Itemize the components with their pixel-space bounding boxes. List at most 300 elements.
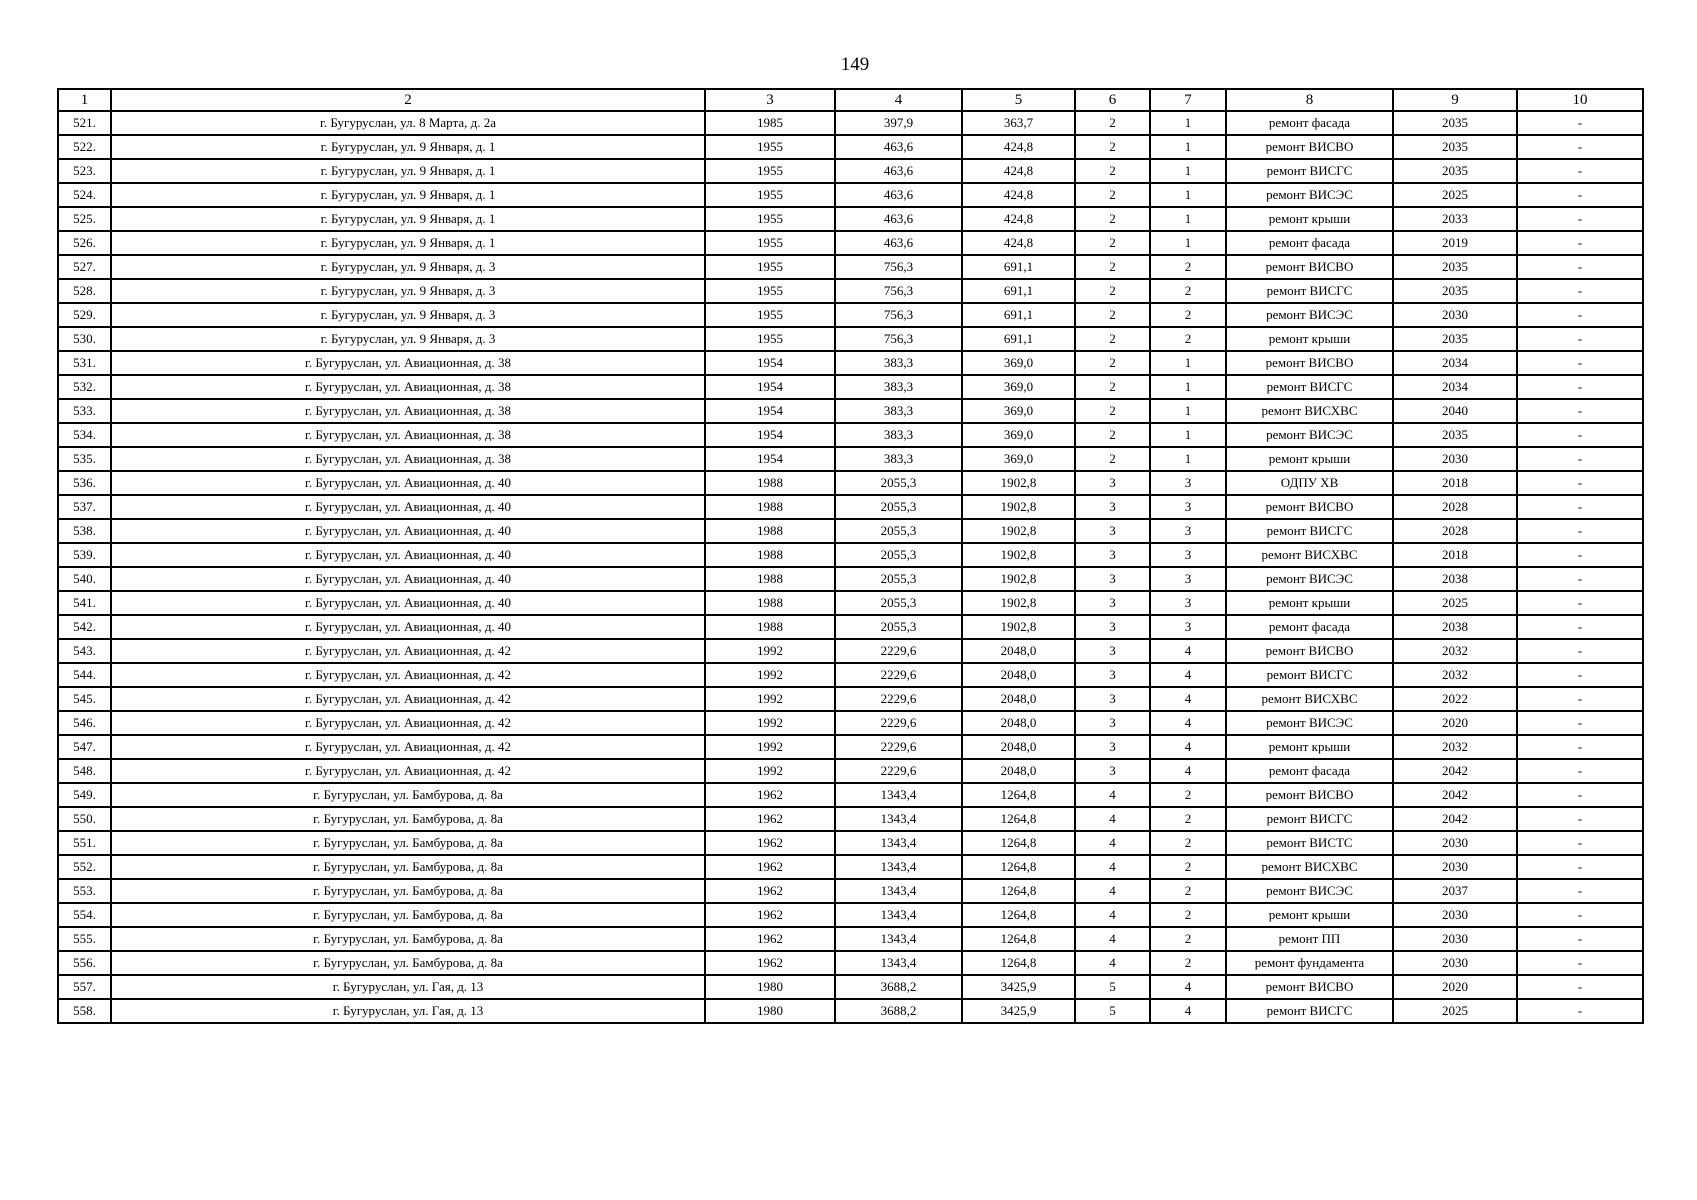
cell-entrances: 4 [1150,999,1226,1023]
table-row [58,519,1643,543]
cell-area-living: 1902,8 [962,591,1075,615]
cell-address: г. Бугуруслан, ул. Гая, д. 13 [111,975,705,999]
cell-address: г. Бугуруслан, ул. Авиационная, д. 40 [111,543,705,567]
cell-num: 550. [58,807,111,831]
cell-area-total: 2055,3 [835,591,962,615]
cell-year: 1992 [705,663,835,687]
cell-entrances: 3 [1150,543,1226,567]
cell-entrances: 4 [1150,711,1226,735]
cell-work-type: ремонт ВИСХВС [1226,855,1393,879]
cell-work-type: ремонт фундамента [1226,951,1393,975]
cell-num: 551. [58,831,111,855]
cell-address: г. Бугуруслан, ул. 9 Января, д. 3 [111,327,705,351]
cell-address: г. Бугуруслан, ул. Бамбурова, д. 8а [111,927,705,951]
cell-address: г. Бугуруслан, ул. 9 Января, д. 1 [111,207,705,231]
table-row [58,831,1643,855]
cell-address: г. Бугуруслан, ул. Бамбурова, д. 8а [111,831,705,855]
cell-area-living: 1902,8 [962,495,1075,519]
cell-planned-year: 2020 [1393,975,1517,999]
cell-note: - [1517,519,1643,543]
cell-floors: 5 [1075,975,1150,999]
cell-floors: 4 [1075,831,1150,855]
table-header [58,89,1643,111]
cell-floors: 3 [1075,591,1150,615]
cell-year: 1962 [705,951,835,975]
cell-area-living: 2048,0 [962,711,1075,735]
cell-note: - [1517,183,1643,207]
table-row [58,567,1643,591]
cell-entrances: 4 [1150,975,1226,999]
cell-floors: 3 [1075,687,1150,711]
cell-floors: 2 [1075,447,1150,471]
cell-entrances: 3 [1150,471,1226,495]
cell-planned-year: 2030 [1393,855,1517,879]
cell-area-living: 3425,9 [962,975,1075,999]
cell-work-type: ремонт ВИСГС [1226,279,1393,303]
column-header-planned-year: 9 [1393,89,1517,111]
cell-address: г. Бугуруслан, ул. Авиационная, д. 42 [111,735,705,759]
cell-entrances: 2 [1150,927,1226,951]
cell-address: г. Бугуруслан, ул. Гая, д. 13 [111,999,705,1023]
cell-note: - [1517,207,1643,231]
cell-entrances: 4 [1150,759,1226,783]
cell-work-type: ремонт ВИСХВС [1226,687,1393,711]
cell-address: г. Бугуруслан, ул. Авиационная, д. 40 [111,471,705,495]
cell-num: 525. [58,207,111,231]
cell-entrances: 2 [1150,327,1226,351]
cell-planned-year: 2035 [1393,423,1517,447]
cell-num: 540. [58,567,111,591]
cell-floors: 2 [1075,351,1150,375]
cell-area-living: 1902,8 [962,519,1075,543]
cell-planned-year: 2030 [1393,927,1517,951]
cell-area-total: 1343,4 [835,951,962,975]
cell-note: - [1517,279,1643,303]
cell-entrances: 1 [1150,183,1226,207]
column-header-year: 3 [705,89,835,111]
column-header-entrances: 7 [1150,89,1226,111]
cell-note: - [1517,615,1643,639]
cell-area-total: 1343,4 [835,927,962,951]
cell-note: - [1517,807,1643,831]
cell-planned-year: 2025 [1393,183,1517,207]
cell-floors: 2 [1075,207,1150,231]
cell-floors: 3 [1075,519,1150,543]
table-row [58,159,1643,183]
cell-area-total: 397,9 [835,111,962,135]
table-row [58,255,1643,279]
cell-note: - [1517,351,1643,375]
cell-work-type: ремонт ВИСВО [1226,639,1393,663]
cell-entrances: 2 [1150,783,1226,807]
cell-num: 543. [58,639,111,663]
cell-note: - [1517,543,1643,567]
cell-note: - [1517,303,1643,327]
cell-note: - [1517,951,1643,975]
cell-work-type: ремонт ВИСГС [1226,999,1393,1023]
cell-work-type: ремонт ВИСГС [1226,663,1393,687]
cell-work-type: ремонт ВИСВО [1226,783,1393,807]
cell-area-total: 2055,3 [835,567,962,591]
cell-entrances: 1 [1150,351,1226,375]
table-row [58,759,1643,783]
cell-planned-year: 2035 [1393,327,1517,351]
cell-floors: 2 [1075,303,1150,327]
cell-work-type: ремонт ВИСЭС [1226,567,1393,591]
cell-num: 533. [58,399,111,423]
cell-year: 1962 [705,879,835,903]
cell-floors: 5 [1075,999,1150,1023]
cell-planned-year: 2035 [1393,279,1517,303]
cell-area-total: 2055,3 [835,495,962,519]
cell-note: - [1517,903,1643,927]
cell-floors: 3 [1075,711,1150,735]
cell-planned-year: 2019 [1393,231,1517,255]
cell-address: г. Бугуруслан, ул. Бамбурова, д. 8а [111,903,705,927]
table-row [58,855,1643,879]
cell-num: 530. [58,327,111,351]
cell-work-type: ремонт фасада [1226,759,1393,783]
cell-num: 524. [58,183,111,207]
cell-area-living: 1902,8 [962,471,1075,495]
cell-area-living: 691,1 [962,327,1075,351]
cell-area-living: 363,7 [962,111,1075,135]
cell-floors: 2 [1075,327,1150,351]
cell-area-living: 369,0 [962,423,1075,447]
table-row [58,639,1643,663]
cell-address: г. Бугуруслан, ул. 9 Января, д. 3 [111,303,705,327]
cell-area-total: 463,6 [835,135,962,159]
table-row [58,111,1643,135]
cell-planned-year: 2030 [1393,951,1517,975]
cell-floors: 2 [1075,255,1150,279]
cell-area-living: 424,8 [962,207,1075,231]
cell-floors: 2 [1075,279,1150,303]
cell-planned-year: 2018 [1393,543,1517,567]
table-row [58,447,1643,471]
cell-num: 531. [58,351,111,375]
cell-entrances: 3 [1150,495,1226,519]
cell-num: 552. [58,855,111,879]
cell-area-total: 756,3 [835,279,962,303]
cell-work-type: ремонт крыши [1226,327,1393,351]
cell-num: 521. [58,111,111,135]
table-row [58,951,1643,975]
cell-area-total: 756,3 [835,327,962,351]
cell-note: - [1517,855,1643,879]
table-row [58,783,1643,807]
cell-planned-year: 2020 [1393,711,1517,735]
header-row [58,89,1643,111]
cell-planned-year: 2018 [1393,471,1517,495]
cell-address: г. Бугуруслан, ул. 9 Января, д. 1 [111,135,705,159]
cell-area-living: 369,0 [962,447,1075,471]
table-row [58,543,1643,567]
cell-planned-year: 2035 [1393,135,1517,159]
table-row [58,879,1643,903]
cell-note: - [1517,423,1643,447]
cell-address: г. Бугуруслан, ул. Бамбурова, д. 8а [111,855,705,879]
cell-planned-year: 2035 [1393,111,1517,135]
cell-work-type: ремонт ВИСХВС [1226,399,1393,423]
table-row [58,927,1643,951]
cell-planned-year: 2042 [1393,807,1517,831]
cell-address: г. Бугуруслан, ул. Бамбурова, д. 8а [111,783,705,807]
cell-planned-year: 2028 [1393,495,1517,519]
cell-planned-year: 2038 [1393,567,1517,591]
cell-entrances: 1 [1150,375,1226,399]
cell-year: 1992 [705,735,835,759]
cell-note: - [1517,711,1643,735]
cell-note: - [1517,495,1643,519]
cell-num: 545. [58,687,111,711]
cell-planned-year: 2035 [1393,255,1517,279]
table-row [58,807,1643,831]
cell-address: г. Бугуруслан, ул. Авиационная, д. 38 [111,375,705,399]
cell-num: 529. [58,303,111,327]
cell-num: 547. [58,735,111,759]
cell-note: - [1517,231,1643,255]
cell-address: г. Бугуруслан, ул. Авиационная, д. 38 [111,423,705,447]
cell-area-total: 2229,6 [835,759,962,783]
cell-area-living: 691,1 [962,303,1075,327]
cell-num: 558. [58,999,111,1023]
cell-num: 532. [58,375,111,399]
cell-year: 1954 [705,423,835,447]
cell-note: - [1517,111,1643,135]
cell-planned-year: 2022 [1393,687,1517,711]
cell-area-living: 1264,8 [962,831,1075,855]
cell-entrances: 1 [1150,231,1226,255]
cell-num: 539. [58,543,111,567]
table-row [58,375,1643,399]
cell-floors: 3 [1075,735,1150,759]
cell-planned-year: 2038 [1393,615,1517,639]
cell-entrances: 1 [1150,159,1226,183]
cell-num: 522. [58,135,111,159]
cell-note: - [1517,879,1643,903]
table-row [58,279,1643,303]
cell-entrances: 1 [1150,399,1226,423]
cell-floors: 2 [1075,399,1150,423]
cell-address: г. Бугуруслан, ул. 9 Января, д. 1 [111,231,705,255]
cell-address: г. Бугуруслан, ул. Авиационная, д. 42 [111,663,705,687]
cell-area-living: 424,8 [962,183,1075,207]
cell-year: 1954 [705,399,835,423]
cell-note: - [1517,783,1643,807]
cell-area-living: 2048,0 [962,663,1075,687]
column-header-work-type: 8 [1226,89,1393,111]
cell-floors: 4 [1075,903,1150,927]
cell-address: г. Бугуруслан, ул. Бамбурова, д. 8а [111,807,705,831]
cell-year: 1955 [705,159,835,183]
cell-address: г. Бугуруслан, ул. Авиационная, д. 42 [111,639,705,663]
cell-area-total: 2229,6 [835,687,962,711]
cell-num: 538. [58,519,111,543]
cell-num: 554. [58,903,111,927]
cell-num: 548. [58,759,111,783]
cell-floors: 4 [1075,951,1150,975]
cell-work-type: ремонт ВИСВО [1226,135,1393,159]
cell-floors: 2 [1075,159,1150,183]
cell-planned-year: 2034 [1393,351,1517,375]
cell-year: 1962 [705,831,835,855]
cell-num: 544. [58,663,111,687]
cell-address: г. Бугуруслан, ул. Авиационная, д. 38 [111,351,705,375]
cell-planned-year: 2037 [1393,879,1517,903]
cell-area-living: 369,0 [962,351,1075,375]
cell-work-type: ремонт ВИСВО [1226,351,1393,375]
table-row [58,735,1643,759]
cell-planned-year: 2032 [1393,735,1517,759]
cell-year: 1988 [705,543,835,567]
cell-area-total: 383,3 [835,423,962,447]
cell-area-living: 691,1 [962,279,1075,303]
cell-num: 546. [58,711,111,735]
cell-planned-year: 2032 [1393,639,1517,663]
cell-area-living: 2048,0 [962,735,1075,759]
cell-note: - [1517,471,1643,495]
cell-area-total: 756,3 [835,303,962,327]
cell-planned-year: 2030 [1393,303,1517,327]
cell-work-type: ремонт ВИСВО [1226,495,1393,519]
cell-floors: 4 [1075,879,1150,903]
cell-area-total: 383,3 [835,447,962,471]
cell-floors: 4 [1075,783,1150,807]
cell-floors: 2 [1075,183,1150,207]
cell-work-type: ремонт крыши [1226,447,1393,471]
table-row [58,207,1643,231]
cell-area-living: 424,8 [962,231,1075,255]
cell-year: 1954 [705,351,835,375]
cell-num: 536. [58,471,111,495]
cell-address: г. Бугуруслан, ул. Авиационная, д. 42 [111,711,705,735]
cell-num: 549. [58,783,111,807]
cell-planned-year: 2032 [1393,663,1517,687]
cell-planned-year: 2040 [1393,399,1517,423]
cell-num: 534. [58,423,111,447]
cell-work-type: ремонт ВИСЭС [1226,303,1393,327]
cell-entrances: 2 [1150,903,1226,927]
cell-address: г. Бугуруслан, ул. 8 Марта, д. 2а [111,111,705,135]
cell-address: г. Бугуруслан, ул. Авиационная, д. 42 [111,687,705,711]
cell-work-type: ремонт ВИСЭС [1226,711,1393,735]
cell-address: г. Бугуруслан, ул. Авиационная, д. 38 [111,447,705,471]
cell-note: - [1517,759,1643,783]
cell-year: 1962 [705,903,835,927]
cell-year: 1962 [705,927,835,951]
cell-area-living: 1264,8 [962,807,1075,831]
cell-planned-year: 2028 [1393,519,1517,543]
cell-floors: 2 [1075,111,1150,135]
cell-area-total: 2055,3 [835,615,962,639]
cell-area-total: 463,6 [835,183,962,207]
cell-floors: 3 [1075,495,1150,519]
cell-work-type: ремонт ВИСТС [1226,831,1393,855]
cell-note: - [1517,255,1643,279]
cell-address: г. Бугуруслан, ул. Авиационная, д. 40 [111,615,705,639]
cell-area-living: 1264,8 [962,903,1075,927]
cell-floors: 4 [1075,855,1150,879]
cell-address: г. Бугуруслан, ул. 9 Января, д. 3 [111,255,705,279]
cell-area-total: 2229,6 [835,711,962,735]
cell-entrances: 4 [1150,687,1226,711]
table-row [58,351,1643,375]
cell-area-total: 383,3 [835,399,962,423]
cell-area-living: 1264,8 [962,855,1075,879]
cell-year: 1985 [705,111,835,135]
cell-work-type: ремонт ВИСВО [1226,975,1393,999]
repair-schedule-table [57,88,1644,1024]
cell-work-type: ремонт ВИСГС [1226,159,1393,183]
cell-note: - [1517,447,1643,471]
cell-planned-year: 2030 [1393,903,1517,927]
cell-entrances: 2 [1150,807,1226,831]
cell-year: 1962 [705,855,835,879]
cell-year: 1962 [705,783,835,807]
cell-work-type: ремонт ВИСЭС [1226,879,1393,903]
table-row [58,591,1643,615]
cell-year: 1988 [705,591,835,615]
cell-address: г. Бугуруслан, ул. 9 Января, д. 1 [111,183,705,207]
table-row [58,687,1643,711]
cell-year: 1955 [705,207,835,231]
cell-area-living: 1264,8 [962,951,1075,975]
cell-year: 1992 [705,759,835,783]
cell-year: 1988 [705,615,835,639]
cell-work-type: ремонт ВИСХВС [1226,543,1393,567]
cell-year: 1955 [705,279,835,303]
cell-area-living: 1264,8 [962,783,1075,807]
cell-area-total: 3688,2 [835,975,962,999]
cell-num: 553. [58,879,111,903]
cell-floors: 2 [1075,375,1150,399]
cell-planned-year: 2030 [1393,447,1517,471]
table-row [58,711,1643,735]
cell-planned-year: 2042 [1393,783,1517,807]
column-header-area-total: 4 [835,89,962,111]
cell-num: 526. [58,231,111,255]
cell-note: - [1517,159,1643,183]
cell-year: 1988 [705,495,835,519]
cell-address: г. Бугуруслан, ул. Авиационная, д. 40 [111,567,705,591]
cell-planned-year: 2025 [1393,999,1517,1023]
cell-floors: 4 [1075,807,1150,831]
cell-year: 1962 [705,807,835,831]
table-row [58,615,1643,639]
cell-area-total: 383,3 [835,351,962,375]
cell-entrances: 4 [1150,663,1226,687]
cell-year: 1988 [705,519,835,543]
table-row [58,135,1643,159]
cell-note: - [1517,591,1643,615]
cell-area-total: 1343,4 [835,783,962,807]
cell-year: 1988 [705,471,835,495]
cell-area-total: 1343,4 [835,879,962,903]
cell-area-total: 2229,6 [835,735,962,759]
cell-note: - [1517,999,1643,1023]
cell-planned-year: 2042 [1393,759,1517,783]
column-header-note: 10 [1517,89,1643,111]
cell-floors: 2 [1075,423,1150,447]
cell-num: 528. [58,279,111,303]
cell-num: 555. [58,927,111,951]
cell-floors: 4 [1075,927,1150,951]
cell-area-living: 1902,8 [962,615,1075,639]
cell-entrances: 1 [1150,135,1226,159]
cell-work-type: ремонт ПП [1226,927,1393,951]
cell-floors: 3 [1075,567,1150,591]
